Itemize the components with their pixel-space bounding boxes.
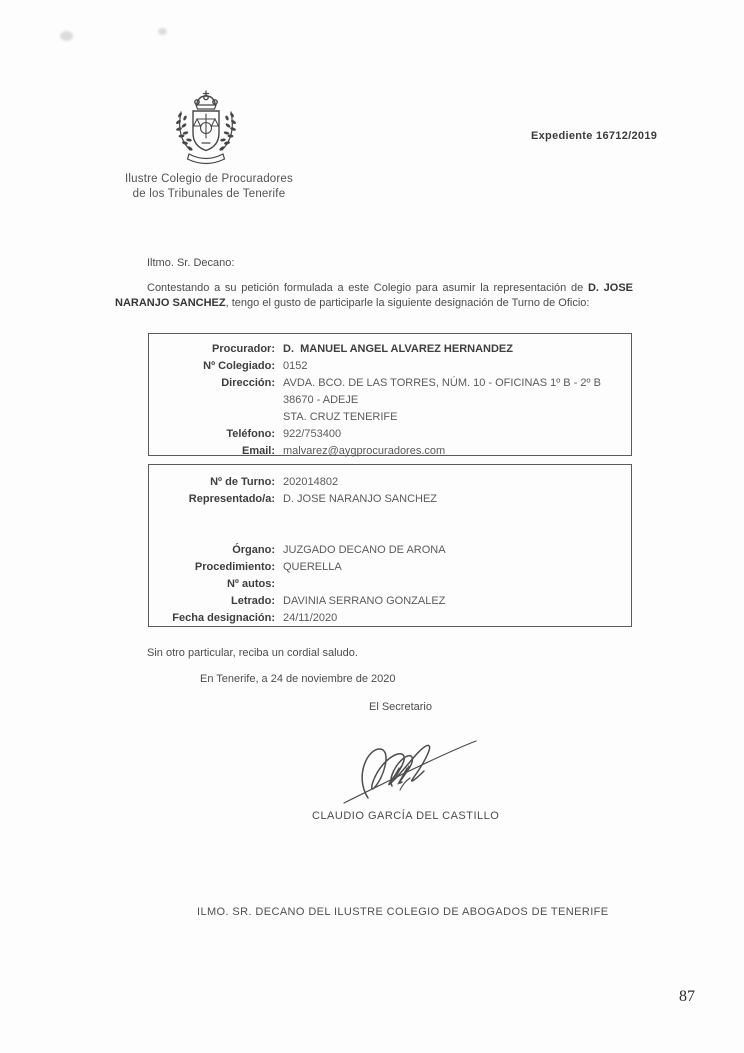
procurador-info-box (148, 333, 632, 456)
field-value: malvarez@aygprocuradores.com (283, 445, 446, 457)
field-label: Nº de Turno: (210, 476, 275, 488)
field-value: 0152 (283, 360, 308, 372)
field-row (149, 443, 631, 460)
scan-artifact (60, 31, 73, 41)
scan-artifact (158, 28, 167, 35)
field-label: Teléfono: (226, 428, 275, 440)
colegio-crest-icon (164, 88, 248, 174)
field-row (149, 491, 631, 508)
field-row (149, 525, 631, 542)
organization-name-line2: de los Tribunales de Tenerife (132, 188, 286, 200)
field-value: 202014802 (283, 476, 339, 488)
addressee-footer: ILMO. SR. DECANO DEL ILUSTRE COLEGIO DE ABOGADOS DE TENERIFE (197, 906, 609, 918)
field-value: 38670 - ADEJE (283, 394, 359, 406)
field-value: AVDA. BCO. DE LAS TORRES, NÚM. 10 - OFICINAS 1º B - 2º B (283, 377, 601, 389)
field-label (149, 409, 275, 426)
field-row (149, 610, 631, 627)
date-line: En Tenerife, a 24 de noviembre de 2020 (200, 673, 396, 685)
field-label (149, 525, 275, 542)
signer-name: CLAUDIO GARCÍA DEL CASTILLO (312, 810, 500, 822)
field-value: DAVINIA SERRANO GONZALEZ (283, 595, 446, 607)
field-label: Representado/a: (188, 493, 275, 505)
salutation: Iltmo. Sr. Decano: (147, 257, 235, 269)
represented-name-bold: D. JOSE NARANJO SANCHEZ (115, 282, 633, 309)
field-label (149, 508, 275, 525)
field-label: Nº autos: (226, 578, 275, 590)
signature-icon (338, 724, 483, 810)
field-row (149, 559, 631, 576)
field-row (149, 593, 631, 610)
field-row (149, 542, 631, 559)
signer-title: El Secretario (369, 701, 432, 713)
field-row (149, 474, 631, 491)
field-row (149, 426, 631, 443)
field-label: Procedimiento: (194, 561, 275, 573)
field-label: Email: (241, 445, 275, 457)
field-row (149, 358, 631, 375)
field-row (149, 375, 631, 392)
field-label: Órgano: (232, 544, 275, 556)
field-row (149, 576, 631, 593)
organization-name-line1: Ilustre Colegio de Procuradores (125, 173, 293, 185)
field-value: 922/753400 (283, 428, 342, 440)
page-number: 87 (679, 988, 695, 1005)
field-label: Dirección: (221, 377, 275, 389)
intro-paragraph (115, 281, 633, 310)
field-row (149, 508, 631, 525)
field-value: QUERELLA (283, 561, 342, 573)
field-value: D. JOSE NARANJO SANCHEZ (283, 493, 438, 505)
intro-text-part1: Contestando a su petición formulada a este Colegio para asumir la representación de (147, 282, 588, 294)
field-label (149, 392, 275, 409)
field-label: Procurador: (212, 343, 275, 355)
expediente-reference: Expediente 16712/2019 (531, 130, 658, 142)
field-row (149, 341, 631, 358)
field-label: Nº Colegiado: (203, 360, 275, 372)
field-value: STA. CRUZ TENERIFE (283, 411, 398, 423)
field-value: 24/11/2020 (283, 612, 338, 624)
field-value: D. MANUEL ANGEL ALVAREZ HERNANDEZ (283, 343, 513, 355)
field-label: Fecha designación: (172, 612, 275, 624)
intro-text-part2: , tengo el gusto de participarle la siguiente designación de Turno de Oficio: (225, 296, 590, 309)
field-label: Letrado: (231, 595, 275, 607)
closing-line: Sin otro particular, reciba un cordial saludo. (147, 647, 358, 659)
field-value: JUZGADO DECANO DE ARONA (283, 544, 446, 556)
designacion-info-box (148, 464, 632, 627)
field-row (149, 392, 631, 409)
field-row (149, 409, 631, 426)
organization-name (120, 172, 298, 202)
